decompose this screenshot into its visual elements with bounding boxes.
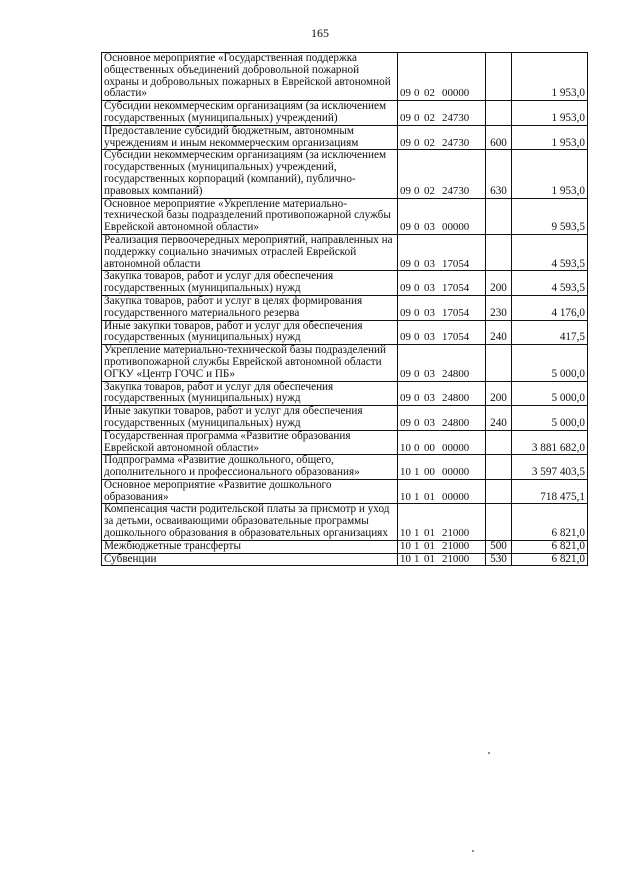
row-code (398, 479, 486, 504)
row-name: Закупка товаров, работ и услуг для обеспечения государственных (муниципальных) нужд (102, 271, 398, 296)
code-part: 01 (424, 552, 435, 565)
row-name: Государственная программа «Развитие образования Еврейской автономной области» (102, 430, 398, 455)
row-name: Закупка товаров, работ и услуг в целях формирования государственного материального резерва (102, 295, 398, 320)
row-code (398, 320, 486, 345)
code-part: 0 (414, 87, 420, 100)
code-part: 10 (400, 552, 411, 565)
code-part: 17054 (442, 282, 470, 295)
code-part: 10 (400, 466, 411, 479)
code-part: 0 (414, 367, 420, 380)
row-code (398, 125, 486, 150)
code-part: 1 (414, 490, 420, 503)
row-sum: 5 000,0 (512, 406, 588, 431)
table-row (102, 101, 588, 126)
row-expense-type (486, 234, 512, 270)
row-code (398, 345, 486, 381)
row-name: Межбюджетные трансферты (102, 540, 398, 553)
code-part: 03 (424, 367, 435, 380)
row-expense-type: 200 (486, 381, 512, 406)
code-part: 00 (424, 441, 435, 454)
table-row (102, 53, 588, 101)
row-expense-type (486, 101, 512, 126)
row-name: Основное мероприятие «Развитие дошкольного образования» (102, 479, 398, 504)
row-sum: 5 000,0 (512, 345, 588, 381)
row-code (398, 101, 486, 126)
row-expense-type (486, 479, 512, 504)
row-sum: 3 881 682,0 (512, 430, 588, 455)
code-part: 0 (414, 184, 420, 197)
table-row (102, 504, 588, 540)
table-row (102, 553, 588, 566)
row-name: Субвенции (102, 553, 398, 566)
code-part: 24800 (442, 416, 470, 429)
row-expense-type (486, 53, 512, 101)
code-part: 02 (424, 111, 435, 124)
row-sum: 4 593,5 (512, 234, 588, 270)
row-expense-type: 240 (486, 406, 512, 431)
row-code (398, 553, 486, 566)
code-part: 24730 (442, 136, 470, 149)
row-code (398, 150, 486, 198)
code-part: 02 (424, 184, 435, 197)
code-part: 09 (400, 221, 411, 234)
table-row (102, 198, 588, 234)
row-sum: 3 597 403,5 (512, 455, 588, 480)
code-part: 0 (414, 331, 420, 344)
row-code (398, 234, 486, 270)
code-part: 03 (424, 306, 435, 319)
table-row (102, 406, 588, 431)
code-part: 02 (424, 87, 435, 100)
code-part: 1 (414, 527, 420, 540)
table-row (102, 345, 588, 381)
code-part: 03 (424, 331, 435, 344)
code-part: 21000 (442, 527, 470, 540)
code-part: 02 (424, 136, 435, 149)
code-part: 03 (424, 257, 435, 270)
table-row (102, 150, 588, 198)
code-part: 10 (400, 539, 411, 552)
row-expense-type (486, 430, 512, 455)
table-row (102, 320, 588, 345)
code-part: 17054 (442, 257, 470, 270)
row-code (398, 430, 486, 455)
row-code (398, 406, 486, 431)
code-part: 24800 (442, 367, 470, 380)
code-part: 09 (400, 257, 411, 270)
table-row (102, 125, 588, 150)
code-part: 09 (400, 331, 411, 344)
code-part: 09 (400, 282, 411, 295)
code-part: 0 (414, 111, 420, 124)
row-name: Укрепление материально-технической базы подразделений противопожарной службы Еврейской автономной области ОГКУ «Центр ГОЧС и ПБ» (102, 345, 398, 381)
code-part: 0 (414, 392, 420, 405)
scan-speck (472, 850, 474, 852)
budget-table (101, 52, 588, 566)
code-part: 09 (400, 136, 411, 149)
code-part: 0 (414, 441, 420, 454)
row-sum: 417,5 (512, 320, 588, 345)
row-name: Иные закупки товаров, работ и услуг для обеспечения государственных (муниципальных) нужд (102, 406, 398, 431)
code-part: 03 (424, 392, 435, 405)
code-part: 21000 (442, 552, 470, 565)
budget-table-body (102, 53, 588, 566)
row-expense-type: 200 (486, 271, 512, 296)
row-sum: 1 953,0 (512, 101, 588, 126)
code-part: 21000 (442, 539, 470, 552)
code-part: 1 (414, 466, 420, 479)
row-code (398, 53, 486, 101)
code-part: 24730 (442, 184, 470, 197)
row-sum: 6 821,0 (512, 504, 588, 540)
code-part: 01 (424, 539, 435, 552)
code-part: 00000 (442, 221, 470, 234)
code-part: 1 (414, 539, 420, 552)
table-row (102, 295, 588, 320)
row-name: Закупка товаров, работ и услуг для обеспечения государственных (муниципальных) нужд (102, 381, 398, 406)
row-name: Субсидии некоммерческим организациям (за исключением государственных (муниципальных) учреждений, государственных корпораций (компаний), публично-правовых компаний) (102, 150, 398, 198)
code-part: 0 (414, 416, 420, 429)
code-part: 09 (400, 306, 411, 319)
code-part: 0 (414, 282, 420, 295)
code-part: 0 (414, 306, 420, 319)
row-expense-type (486, 455, 512, 480)
table-row (102, 234, 588, 270)
code-part: 17054 (442, 306, 470, 319)
code-part: 10 (400, 441, 411, 454)
code-part: 1 (414, 552, 420, 565)
row-code (398, 198, 486, 234)
table-row (102, 381, 588, 406)
row-code (398, 295, 486, 320)
row-sum: 4 176,0 (512, 295, 588, 320)
row-name: Иные закупки товаров, работ и услуг для обеспечения государственных (муниципальных) нужд (102, 320, 398, 345)
table-row (102, 455, 588, 480)
code-part: 0 (414, 136, 420, 149)
table-row (102, 479, 588, 504)
code-part: 03 (424, 221, 435, 234)
code-part: 09 (400, 87, 411, 100)
row-sum: 4 593,5 (512, 271, 588, 296)
row-expense-type: 600 (486, 125, 512, 150)
table-row (102, 540, 588, 553)
code-part: 09 (400, 367, 411, 380)
row-expense-type: 500 (486, 540, 512, 553)
code-part: 00000 (442, 466, 470, 479)
row-name: Основное мероприятие «Укрепление материально-технической базы подразделений противопожарной службы Еврейской автономной области» (102, 198, 398, 234)
row-sum: 6 821,0 (512, 540, 588, 553)
row-name: Предоставление субсидий бюджетным, автономным учреждениям и иным некоммерческим организациям (102, 125, 398, 150)
code-part: 03 (424, 416, 435, 429)
row-expense-type: 240 (486, 320, 512, 345)
code-part: 00000 (442, 490, 470, 503)
code-part: 10 (400, 527, 411, 540)
code-part: 03 (424, 282, 435, 295)
row-sum: 1 953,0 (512, 53, 588, 101)
page-number: 165 (311, 26, 329, 40)
row-code (398, 504, 486, 540)
code-part: 24730 (442, 111, 470, 124)
row-sum: 5 000,0 (512, 381, 588, 406)
table-row (102, 430, 588, 455)
row-expense-type: 230 (486, 295, 512, 320)
row-sum: 1 953,0 (512, 150, 588, 198)
code-part: 00000 (442, 87, 470, 100)
row-code (398, 271, 486, 296)
row-name: Подпрограмма «Развитие дошкольного, общего, дополнительного и профессионального образования» (102, 455, 398, 480)
row-expense-type (486, 504, 512, 540)
row-code (398, 455, 486, 480)
code-part: 01 (424, 527, 435, 540)
table-row (102, 271, 588, 296)
code-part: 01 (424, 490, 435, 503)
row-name: Реализация первоочередных мероприятий, направленных на поддержку социально значимых отраслей Еврейской автономной области (102, 234, 398, 270)
code-part: 00 (424, 466, 435, 479)
row-expense-type: 630 (486, 150, 512, 198)
code-part: 09 (400, 416, 411, 429)
code-part: 09 (400, 184, 411, 197)
row-sum: 1 953,0 (512, 125, 588, 150)
code-part: 0 (414, 257, 420, 270)
row-name: Субсидии некоммерческим организациям (за исключением государственных (муниципальных) учреждений) (102, 101, 398, 126)
scan-speck (488, 752, 490, 754)
code-part: 00000 (442, 441, 470, 454)
row-expense-type: 530 (486, 553, 512, 566)
code-part: 0 (414, 221, 420, 234)
row-code (398, 381, 486, 406)
row-sum: 6 821,0 (512, 553, 588, 566)
row-name: Основное мероприятие «Государственная поддержка общественных объединений добровольной пожарной охраны и добровольных пожарных в Еврейской автономной области» (102, 53, 398, 101)
row-sum: 718 475,1 (512, 479, 588, 504)
row-name: Компенсация части родительской платы за присмотр и уход за детьми, осваивающими образовательные программы дошкольного образования в образовательных организациях (102, 504, 398, 540)
code-part: 10 (400, 490, 411, 503)
code-part: 09 (400, 392, 411, 405)
code-part: 09 (400, 111, 411, 124)
code-part: 17054 (442, 331, 470, 344)
row-code (398, 540, 486, 553)
row-expense-type (486, 198, 512, 234)
row-expense-type (486, 345, 512, 381)
row-sum: 9 593,5 (512, 198, 588, 234)
code-part: 24800 (442, 392, 470, 405)
